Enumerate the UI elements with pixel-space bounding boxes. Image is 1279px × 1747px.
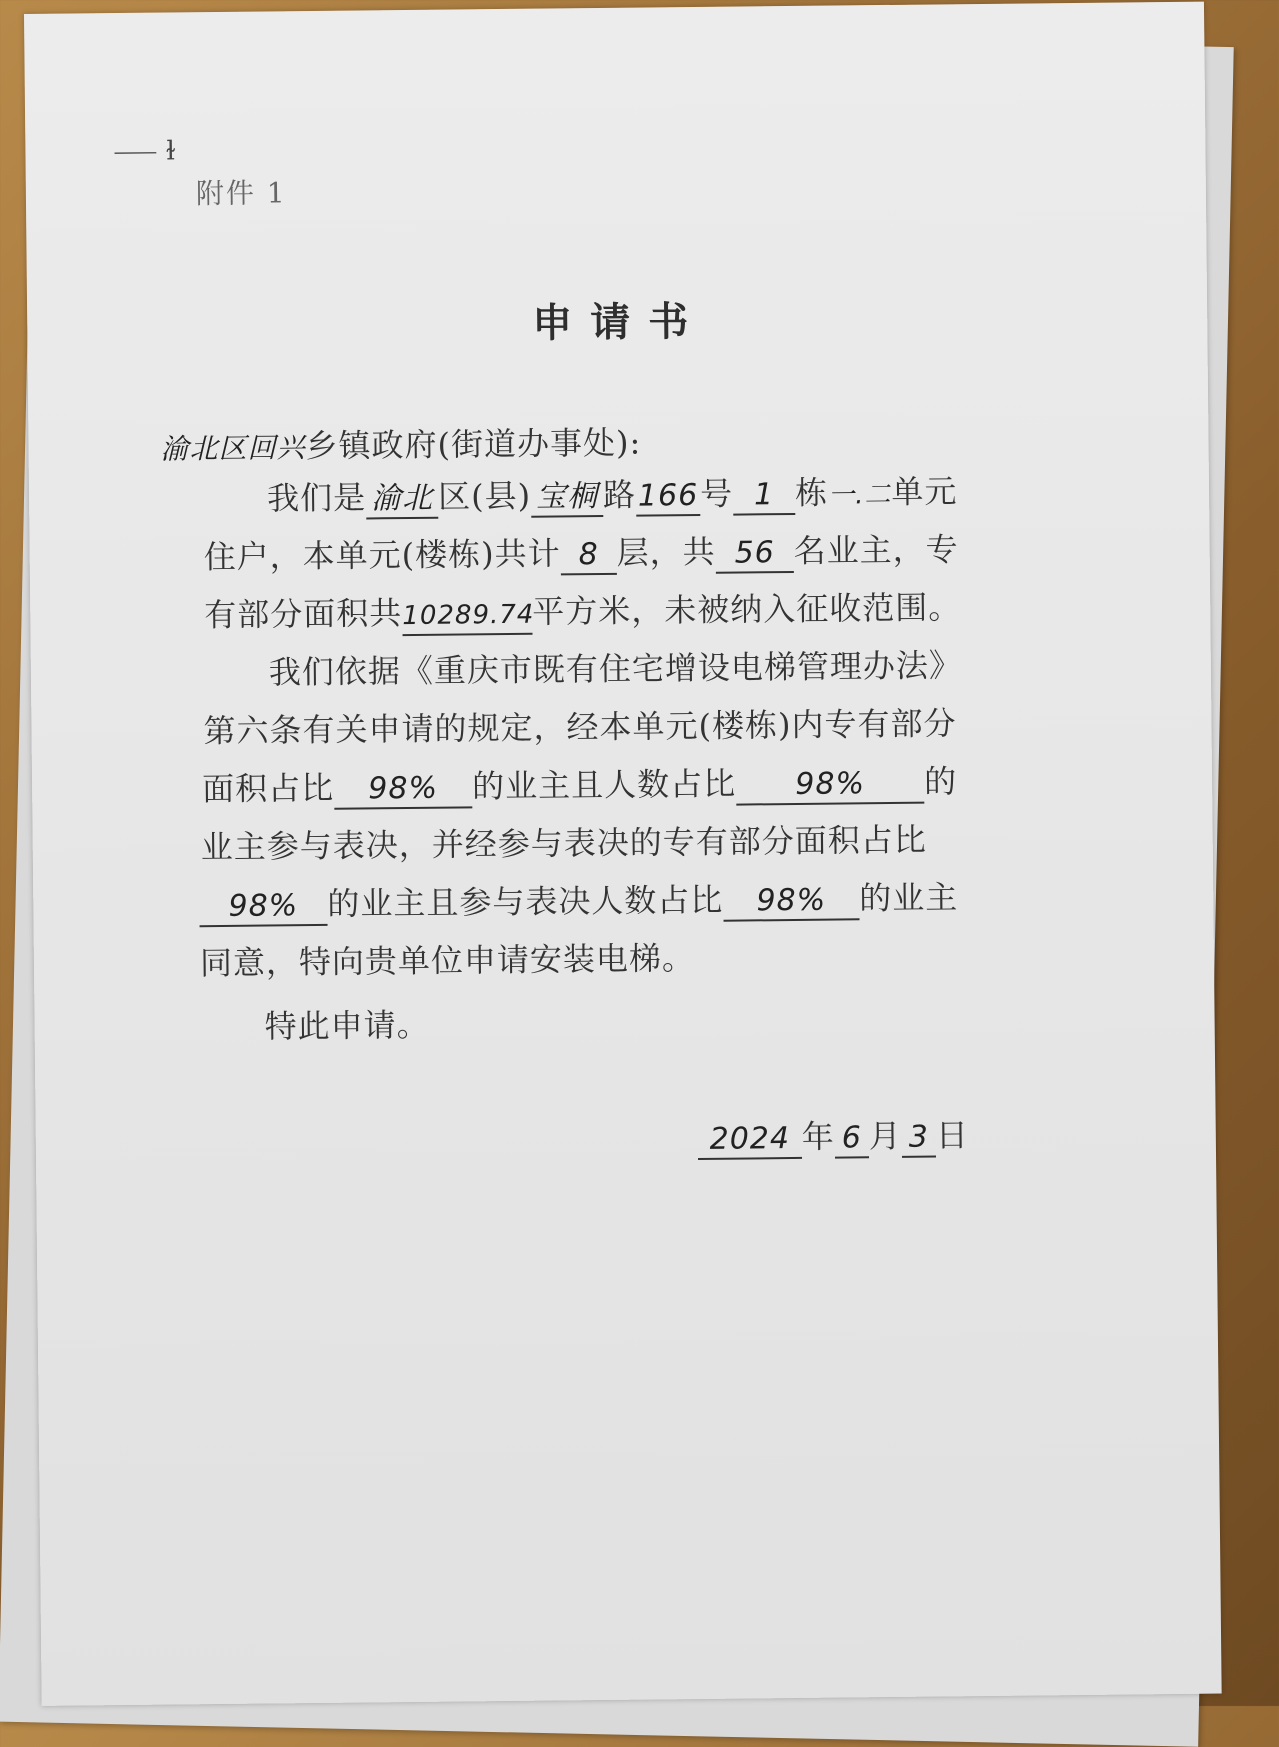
closing-line: 特此申请。 (264, 1005, 430, 1046)
day-label: 日 (935, 1116, 970, 1155)
document-title: 申请书 (532, 297, 707, 347)
owner-ratio-field: 98% (736, 766, 924, 806)
vote-area-ratio-field: 98% (199, 888, 327, 927)
unit-field: 一.二 (827, 479, 892, 511)
text-segment: 名业主，专 (793, 530, 959, 570)
pen-mark: ⸺ ɫ (113, 136, 176, 168)
attachment-label: 附件 1 (195, 176, 287, 211)
application-form-page (24, 2, 1222, 1706)
text-segment: 路 (602, 475, 637, 514)
ratio-line-2 (199, 872, 958, 927)
vote-line: 业主参与表决，并经参与表决的专有部分面积占比 (200, 820, 927, 867)
request-line: 同意，特向贵单位申请安装电梯。 (199, 939, 696, 983)
text-segment: 有部分面积共 (204, 594, 403, 635)
text-segment: 的业主且人数占比 (471, 764, 737, 806)
floors-field: 8 (560, 537, 616, 576)
text-segment: 单元 (891, 472, 958, 511)
text-segment: 的 (923, 762, 958, 801)
owners-field: 56 (716, 535, 794, 574)
basis-line: 我们依据《重庆市既有住宅增设电梯管理办法》 (268, 646, 963, 692)
addressee-handwritten: 渝北区回兴 (160, 431, 306, 466)
ratio-line-1 (202, 756, 957, 811)
text-segment: 栋 (794, 473, 829, 512)
regulation-line: 第六条有关申请的规定，经本单元(楼栋)内专有部分 (203, 704, 957, 751)
addressee-line (160, 418, 641, 469)
floors-owners-line (203, 524, 958, 579)
text-segment: 号 (699, 474, 734, 513)
district-field: 渝北 (366, 481, 438, 520)
text-segment: 面积占比 (201, 768, 335, 809)
year-label: 年 (801, 1117, 836, 1156)
day-field: 3 (902, 1120, 936, 1158)
vote-owner-ratio-field: 98% (723, 882, 859, 921)
date-line (698, 1110, 970, 1160)
month-field: 6 (835, 1120, 869, 1158)
area-ratio-field: 98% (334, 770, 472, 809)
text-segment: 住户，本单元(楼栋)共计 (203, 534, 561, 577)
month-label: 月 (868, 1116, 903, 1156)
addressee-printed: 乡镇政府(街道办事处): (305, 423, 642, 466)
text-segment: 的业主 (859, 878, 959, 918)
area-line (204, 582, 961, 638)
number-field: 166 (636, 478, 700, 517)
year-field: 2024 (698, 1121, 802, 1160)
area-field: 10289.74 (402, 597, 532, 636)
text-segment: 我们是 (266, 478, 367, 518)
text-segment: 平方米，未被纳入征收范围。 (532, 588, 962, 631)
text-segment: 区(县) (437, 476, 532, 516)
text-segment: 的业主且参与表决人数占比 (327, 880, 724, 923)
text-segment: 层，共 (616, 532, 716, 572)
address-line (267, 466, 958, 520)
building-field: 1 (733, 477, 795, 516)
road-field: 宝桐 (531, 479, 603, 518)
